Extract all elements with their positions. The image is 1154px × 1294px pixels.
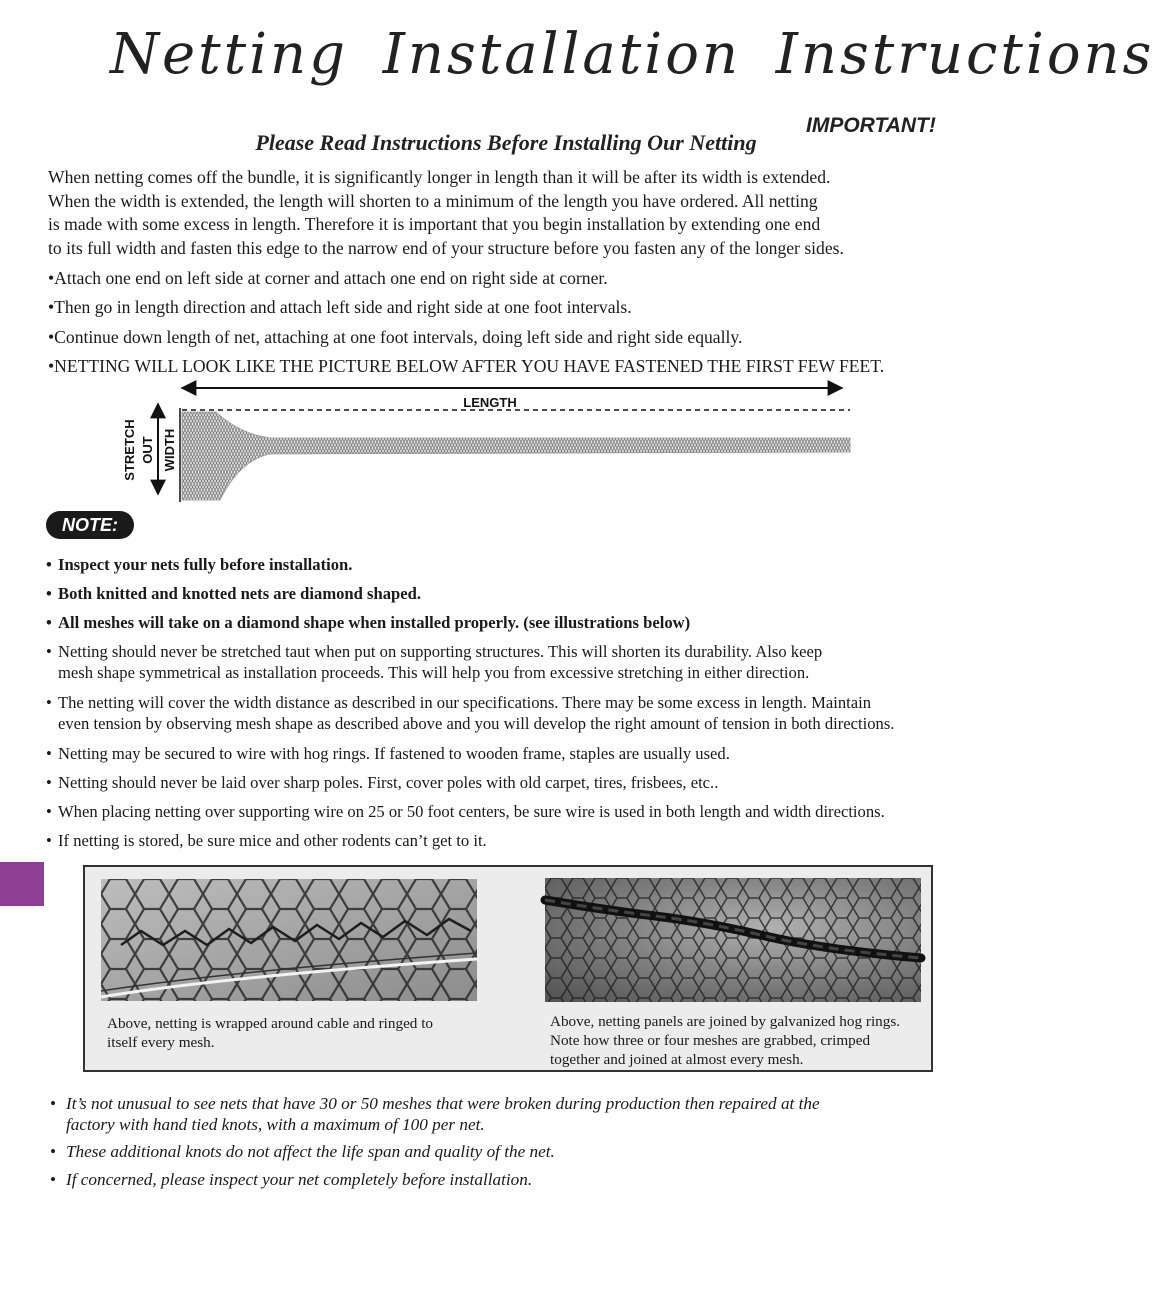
note-line: mesh shape symmetrical as installation proceeds. This will help you from excessive stretching in either direction. xyxy=(58,663,810,682)
note-item xyxy=(46,612,976,633)
note-line: All meshes will take on a diamond shape when installed properly. (see illustrations below) xyxy=(58,613,691,632)
note-item xyxy=(46,830,976,851)
length-label: LENGTH xyxy=(463,395,517,410)
note-item xyxy=(46,692,976,734)
bullet-glyph: • xyxy=(46,744,52,763)
important-label: IMPORTANT! xyxy=(806,114,936,137)
stretched-netting-shape xyxy=(182,412,850,500)
width-label: WIDTH xyxy=(162,428,177,472)
note-line: Both knitted and knotted nets are diamond shaped. xyxy=(58,584,421,603)
intro-line: When netting comes off the bundle, it is significantly longer in length than it will be after its width is extended. xyxy=(48,167,831,187)
note-item xyxy=(46,554,976,575)
bullet-glyph: • xyxy=(50,1170,57,1189)
note-item xyxy=(46,641,976,683)
footer-line: It’s not unusual to see nets that have 30 or 50 meshes that were broken during production then repaired at the xyxy=(66,1094,820,1113)
bullet-glyph: • xyxy=(46,831,52,850)
footer-line: These additional knots do not affect the life span and quality of the net. xyxy=(66,1142,555,1161)
note-item xyxy=(46,801,976,822)
out-label: OUT xyxy=(140,436,155,464)
bullet-glyph: • xyxy=(46,642,52,661)
footer-line: If concerned, please inspect your net completely before installation. xyxy=(66,1170,533,1189)
intro-line: is made with some excess in length. Therefore it is important that you begin installation by extending one end xyxy=(48,214,821,234)
bullet-glyph: • xyxy=(46,555,52,574)
bullet-glyph: • xyxy=(50,1094,57,1113)
netting-stretch-diagram xyxy=(110,382,870,512)
right-photo-caption xyxy=(550,1012,900,1069)
note-badge: NOTE: xyxy=(46,511,134,539)
footer-note xyxy=(50,1141,970,1162)
note-line: even tension by observing mesh shape as described above and you will develop the right amount of tension in both directions. xyxy=(58,714,895,733)
footer-line: factory with hand tied knots, with a maximum of 100 per net. xyxy=(66,1115,485,1134)
note-line: Netting may be secured to wire with hog rings. If fastened to wooden frame, staples are usually used. xyxy=(58,744,730,763)
caption-line: Note how three or four meshes are grabbed, crimped xyxy=(550,1032,871,1049)
caption-line: Above, netting is wrapped around cable and ringed to xyxy=(107,1015,434,1032)
step-item: •NETTING WILL LOOK LIKE THE PICTURE BELOW AFTER YOU HAVE FASTENED THE FIRST FEW FEET. xyxy=(48,356,885,376)
caption-line: Above, netting panels are joined by galvanized hog rings. xyxy=(550,1013,901,1030)
hog-ring-joined-netting-photo xyxy=(545,878,921,1002)
left-photo-caption xyxy=(107,1014,433,1052)
intro-line: When the width is extended, the length will shorten to a minimum of the length you have ordered. All netting xyxy=(48,190,818,211)
stretch-label: STRETCH xyxy=(122,419,137,481)
note-line: Netting should never be laid over sharp poles. First, cover poles with old carpet, tires, frisbees, etc.. xyxy=(58,773,719,792)
cable-wrapped-netting-photo xyxy=(101,879,477,1001)
page-subtitle: Please Read Instructions Before Installing Our Netting xyxy=(255,130,757,155)
step-item: •Then go in length direction and attach left side and right side at one foot intervals. xyxy=(48,297,632,317)
bullet-glyph: • xyxy=(46,693,52,712)
accent-side-tab xyxy=(0,862,44,906)
note-item xyxy=(46,743,976,764)
note-line: If netting is stored, be sure mice and other rodents can’t get to it. xyxy=(58,831,487,850)
step-item: •Attach one end on left side at corner and attach one end on right side at corner. xyxy=(48,268,608,288)
footer-note xyxy=(50,1169,970,1190)
caption-line: itself every mesh. xyxy=(107,1034,215,1051)
bullet-glyph: • xyxy=(50,1142,57,1161)
page-title: Netting Installation Instructions xyxy=(110,22,1154,87)
note-line: When placing netting over supporting wire on 25 or 50 foot centers, be sure wire is used in both length and width directions. xyxy=(58,802,885,821)
note-item xyxy=(46,583,976,604)
bullet-glyph: • xyxy=(46,773,52,792)
caption-line: together and joined at almost every mesh. xyxy=(550,1051,804,1068)
note-line: Inspect your nets fully before installation. xyxy=(58,555,353,574)
footer-note xyxy=(50,1093,970,1135)
illustration-panel xyxy=(83,865,933,1072)
note-item xyxy=(46,772,976,793)
intro-paragraph xyxy=(48,166,968,260)
bullet-glyph: • xyxy=(46,584,52,603)
bullet-glyph: • xyxy=(46,802,52,821)
bullet-glyph: • xyxy=(46,613,52,632)
intro-line: to its full width and fasten this edge to the narrow end of your structure before you fasten any of the longer sides. xyxy=(48,237,844,258)
note-line: The netting will cover the width distance as described in our specifications. There may be some excess in length. Maintain xyxy=(58,693,872,712)
step-item: •Continue down length of net, attaching at one foot intervals, doing left side and right side equally. xyxy=(48,327,743,347)
note-line: Netting should never be stretched taut when put on supporting structures. This will shorten its durability. Also keep xyxy=(58,642,823,661)
